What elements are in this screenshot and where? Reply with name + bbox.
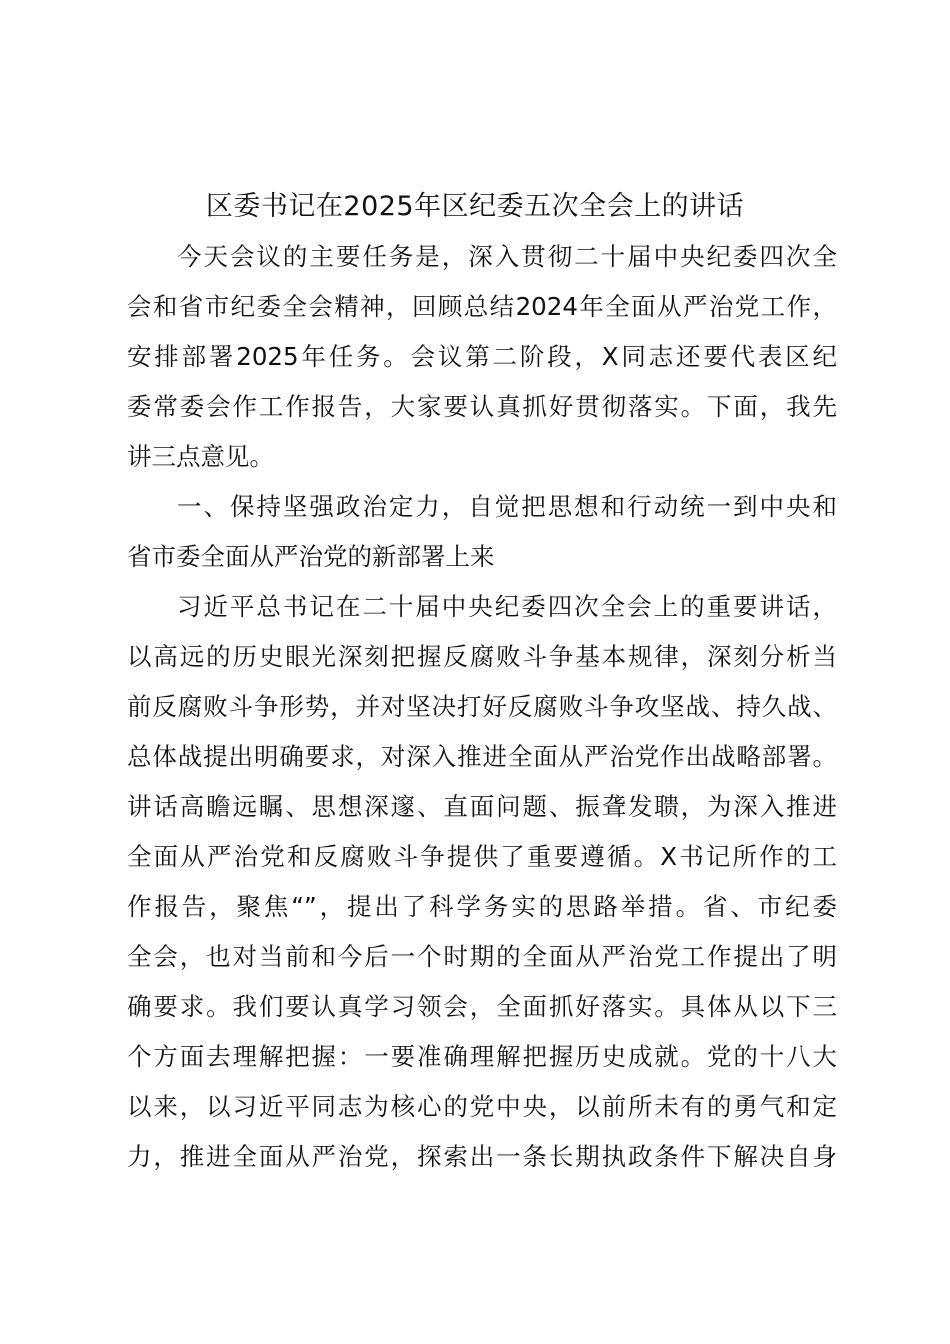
paragraph-3-line-6: 全面从严治党和反腐败斗争提供了重要遵循。X书记所作的工 <box>127 842 837 871</box>
paragraph-3-line-3: 前反腐败斗争形势，并对坚决打好反腐败斗争攻坚战、持久战、 <box>127 692 837 721</box>
paragraph-1-line-1: 今天会议的主要任务是，深入贯彻二十届中央纪委四次全 <box>177 242 837 271</box>
paragraph-3-line-9: 确要求。我们要认真学习领会，全面抓好落实。具体从以下三 <box>127 992 837 1021</box>
paragraph-3-line-12: 力，推进全面从严治党，探索出一条长期执政条件下解决自身 <box>127 1142 837 1171</box>
paragraph-3-line-5: 讲话高瞻远瞩、思想深邃、直面问题、振聋发聩，为深入推进 <box>127 792 837 821</box>
paragraph-3-line-2: 以高远的历史眼光深刻把握反腐败斗争基本规律，深刻分析当 <box>127 642 837 671</box>
document-body <box>127 232 837 1182</box>
paragraph-3-line-11: 以来，以习近平同志为核心的党中央，以前所未有的勇气和定 <box>127 1092 837 1121</box>
paragraph-3-line-8: 全会，也对当前和今后一个时期的全面从严治党工作提出了明 <box>127 942 837 971</box>
paragraph-1-line-3: 安排部署2025年任务。会议第二阶段，X同志还要代表区纪 <box>127 342 837 371</box>
paragraph-3-line-7: 作报告，聚焦“”，提出了科学务实的思路举措。省、市纪委 <box>127 892 837 921</box>
paragraph-1-line-5: 讲三点意见。 <box>127 442 274 471</box>
paragraph-3-line-1: 习近平总书记在二十届中央纪委四次全会上的重要讲话， <box>177 592 837 621</box>
paragraph-1-line-4: 委常委会作工作报告，大家要认真抓好贯彻落实。下面，我先 <box>127 392 837 421</box>
section-heading-line-1: 一、保持坚强政治定力，自觉把思想和行动统一到中央和 <box>177 492 837 521</box>
document-title: 区委书记在2025年区纪委五次全会上的讲话 <box>205 191 745 222</box>
section-heading-line-2: 省市委全面从严治党的新部署上来 <box>127 542 495 571</box>
paragraph-3-line-4: 总体战提出明确要求，对深入推进全面从严治党作出战略部署。 <box>127 742 837 771</box>
paragraph-1-line-2: 会和省市纪委全会精神，回顾总结2024年全面从严治党工作， <box>127 292 837 321</box>
paragraph-3-line-10: 个方面去理解把握：一要准确理解把握历史成就。党的十八大 <box>127 1042 837 1071</box>
